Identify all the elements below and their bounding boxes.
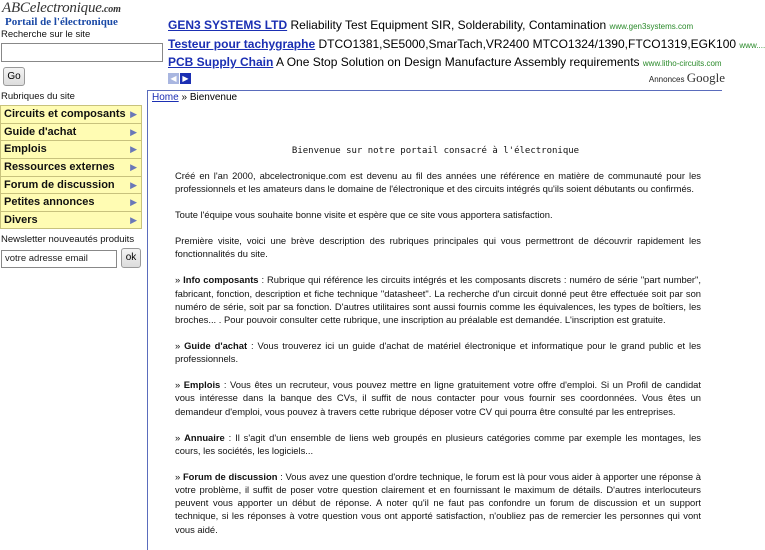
- breadcrumb-current: Bienvenue: [189, 92, 238, 103]
- content-paragraph: [175, 339, 701, 365]
- content-body: [175, 169, 701, 549]
- site-logo[interactable]: [2, 0, 121, 17]
- ad-item[interactable]: [168, 55, 722, 69]
- ad-url[interactable]: www.litho-circuits.com: [642, 59, 722, 68]
- google-logo: Google: [686, 70, 725, 85]
- ad-nav: [168, 73, 192, 84]
- paragraph-heading: Annuaire: [184, 431, 225, 443]
- chevron-right-icon: ▶: [130, 215, 137, 226]
- ad-next-icon[interactable]: ▶: [180, 73, 191, 84]
- ad-title[interactable]: GEN3 SYSTEMS LTD: [168, 18, 288, 32]
- page-title: Bienvenue sur notre portail consacré à l'électronique: [291, 146, 580, 156]
- breadcrumb-home-link[interactable]: Home: [152, 92, 179, 103]
- paragraph-text: Créé en l'an 2000, abcelectronique.com est devenu au fil des années une référence en matière de communauté pour les professionnels et les amateurs dans le domaine de l'électronique et des circuits intégrés qu'ils soient débutants ou confirmés.: [175, 170, 701, 195]
- menu-item-label: Emplois: [4, 143, 47, 156]
- paragraph-text: Première visite, voici une brève description des rubriques principales qui vous permettront de découvrir rapidement les fonctionnalités du site.: [175, 235, 701, 260]
- paragraph-bullet: »: [175, 379, 184, 391]
- go-button[interactable]: Go: [3, 67, 25, 86]
- paragraph-heading: Guide d'achat: [184, 340, 248, 352]
- main-content: [147, 90, 722, 550]
- content-paragraph: [175, 431, 701, 457]
- chevron-right-icon: ▶: [130, 197, 137, 208]
- chevron-right-icon: ▶: [130, 179, 137, 190]
- site-tagline: Portail de l'électronique: [5, 16, 118, 28]
- newsletter-ok-button[interactable]: ok: [121, 248, 141, 268]
- ad-item[interactable]: [168, 37, 765, 51]
- menu-item[interactable]: [0, 211, 142, 229]
- menu-item-label: Ressources externes: [4, 161, 115, 174]
- paragraph-heading: Forum de discussion: [182, 470, 278, 482]
- paragraph-text: : Il s'agit d'un ensemble de liens web groupés en plusieurs catégories comme par exemple les montages, les cours, les sociétés, les logiciels...: [175, 431, 701, 456]
- paragraph-text: : Rubrique qui référence les circuits intégrés et les composants discrets : numéro de série "part number", fabricant, fonction, description et fiche technique "datasheet". La recherche d'un circuit donné peut être effectuée soit par son numéro de série, soit par sa fonction. D'autres utilitaires sont aussi fournis comme les équivalences, les types de boîtiers, les broches... . Pour pouvoir consulter cette rubrique, une inscription au préalable est demandée. L'inscription est gratuite.: [175, 274, 701, 326]
- paragraph-heading: Emplois: [183, 379, 221, 391]
- chevron-right-icon: ▶: [130, 109, 137, 119]
- paragraph-bullet: »: [175, 340, 185, 352]
- content-paragraph: [175, 208, 701, 221]
- menu-item[interactable]: [0, 105, 142, 123]
- paragraph-text: Toute l'équipe vous souhaite bonne visite et espère que ce site vous apportera satisfaction.: [175, 209, 553, 221]
- search-label: Recherche sur le site: [1, 29, 91, 40]
- ad-item[interactable]: [168, 18, 693, 32]
- ad-title[interactable]: PCB Supply Chain: [168, 55, 274, 69]
- search-input[interactable]: [1, 43, 163, 62]
- ad-title[interactable]: Testeur pour tachygraphe: [168, 37, 316, 51]
- ad-text: A One Stop Solution on Design Manufacture Assembly requirements: [276, 55, 640, 69]
- annonces-label: Annonces: [648, 75, 685, 84]
- paragraph-bullet: »: [175, 274, 184, 286]
- menu-item-label: Forum de discussion: [4, 178, 115, 191]
- content-paragraph: [175, 234, 701, 260]
- paragraph-bullet: »: [175, 470, 183, 482]
- newsletter-email-input[interactable]: votre adresse email: [1, 250, 117, 268]
- ad-url[interactable]: www.gen3systems.com: [609, 22, 694, 31]
- menu-item[interactable]: [0, 123, 142, 141]
- paragraph-bullet: »: [175, 431, 185, 443]
- paragraph-heading: Info composants: [183, 274, 259, 286]
- chevron-right-icon: ▶: [130, 126, 137, 137]
- ad-text: DTCO1381,SE5000,SmarTach,VR2400 MTCO1324/1390,FTCO1319,EGK100: [318, 37, 737, 51]
- ad-text: Reliability Test Equipment SIR, Solderability, Contamination: [290, 18, 607, 32]
- ads-by-google[interactable]: [649, 70, 725, 86]
- logo-name: ABCelectronique: [2, 0, 102, 16]
- menu-heading: Rubriques du site: [1, 91, 75, 102]
- paragraph-text: : Vous trouverez ici un guide d'achat de matériel électronique et informatique pour le grand public et les professionnels.: [175, 340, 701, 365]
- breadcrumb: [152, 92, 237, 103]
- site-menu: [0, 105, 142, 229]
- paragraph-text: : Vous êtes un recruteur, vous pouvez mettre en ligne gratuitement votre offre d'emploi. Si un Profil de candidat vous intéresse dans la banque des CVs, il suffit de nous contacter pour vous fournir ses coordonnées. Vous êtes un demandeur d'emploi, vous pouvez à travers cette rubrique déposer votre CV qui pourra être consulté par les entreprises.: [175, 379, 701, 417]
- breadcrumb-separator: »: [181, 92, 188, 103]
- ad-url[interactable]: www....: [739, 41, 765, 50]
- menu-item[interactable]: [0, 158, 142, 176]
- chevron-right-icon: ▶: [130, 144, 137, 155]
- content-paragraph: [175, 169, 701, 195]
- chevron-right-icon: ▶: [130, 162, 137, 173]
- content-paragraph: [175, 470, 701, 536]
- newsletter-label: Newsletter nouveautés produits: [1, 234, 135, 245]
- content-paragraph: [175, 273, 701, 326]
- menu-item[interactable]: [0, 176, 142, 194]
- menu-item-label: Petites annonces: [4, 196, 95, 209]
- content-paragraph: [175, 378, 701, 418]
- paragraph-text: : Vous avez une question d'ordre technique, le forum est là pour vous aider à apporter une réponse à votre problème, il suffit de poser votre question clairement et en fournissant le maximum de détails. D'autres interlocuteurs peuvent vous apporter un début de réponse. A noter qu'il ne faut pas confondre un forum de discussion et un support technique, si les réponses à votre question vous ont apporté satisfaction, n'oubliez pas de remercier les personnes qui vont vous aidé.: [175, 470, 701, 535]
- left-sidebar: [0, 0, 143, 545]
- menu-item[interactable]: [0, 193, 142, 211]
- ad-prev-icon[interactable]: ◀: [168, 73, 179, 84]
- menu-item[interactable]: [0, 140, 142, 158]
- menu-item-label: Circuits et composants: [4, 108, 126, 120]
- menu-item-label: Guide d'achat: [4, 125, 77, 138]
- menu-item-label: Divers: [4, 214, 38, 227]
- logo-tld: .com: [101, 4, 121, 15]
